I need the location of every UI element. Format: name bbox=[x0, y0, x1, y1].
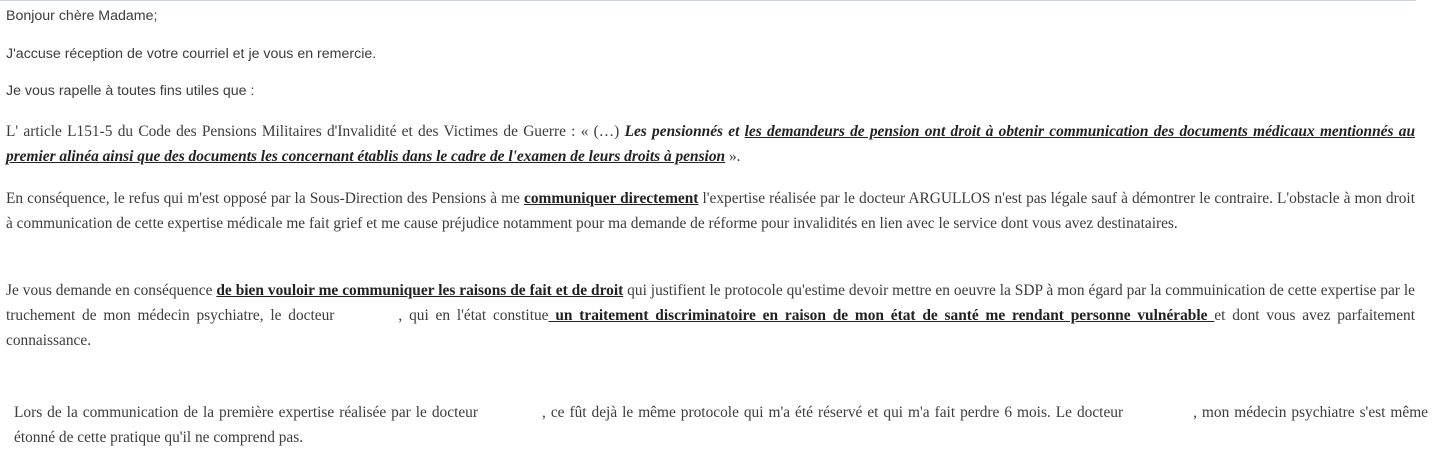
consequence-text-1: En conséquence, le refus qui m'est opposé par la Sous-Direction des Pensions à me bbox=[6, 190, 524, 207]
first-expertise-text-2: , ce fût dejà le même protocole qui m'a été réservé et qui m'a fait perdre 6 mois. Le docteur bbox=[542, 404, 1124, 421]
top-divider bbox=[0, 0, 1416, 1]
first-expertise-text-1: Lors de la communication de la première expertise réalisée par le docteur bbox=[14, 404, 479, 421]
request-text-1: Je vous demande en conséquence bbox=[6, 282, 217, 299]
consequence-paragraph bbox=[6, 186, 1415, 236]
article-paragraph bbox=[6, 119, 1415, 169]
request-emphasis-1: de bien vouloir me communiquer les raisons de fait et de droit bbox=[216, 282, 624, 299]
reminder: Je vous rapelle à toutes fins utiles que : bbox=[6, 83, 255, 99]
greeting: Bonjour chère Madame; bbox=[6, 8, 158, 24]
article-quote-bold: Les pensionnés et bbox=[624, 123, 745, 140]
article-quote-underlined: les demandeurs de pension ont droit à obtenir communication des documents médicaux mentionnés au premier alinéa ainsi que des documents les concernant établis dans le cadre de l'examen de leurs droits à pension bbox=[6, 123, 1416, 165]
first-expertise-text-3: , mon médecin psychiatre s'est même étonné de cette pratique qu'il ne comprend pas. bbox=[14, 404, 1428, 446]
consequence-text-2: l'expertise réalisée par le docteur ARGULLOS n'est pas légale sauf à démontrer le contraire. L'obstacle à mon droit à communication de cette expertise médicale me fait grief et me cause préjudice notamment pour ma demande de réforme pour invalidités en lien avec le service dont vous avez destinataires. bbox=[6, 190, 1415, 232]
first-expertise-paragraph bbox=[14, 400, 1428, 450]
request-text-4: et dont vous avez parfaitement connaissance. bbox=[6, 307, 1415, 349]
request-text-3: , qui en l'état constitue bbox=[398, 307, 549, 324]
request-text-2: qui justifient le protocole qu'estime devoir mettre en oeuvre la SDP à mon égard par la commuinication de cette expertise par le truchement de mon médecin psychiatre, le docteur bbox=[6, 282, 1415, 324]
article-intro: L' article L151-5 du Code des Pensions Militaires d'Invalidité et des Victimes de Guerre : « (…) bbox=[6, 123, 625, 140]
acknowledgement: J'accuse réception de votre courriel et je vous en remercie. bbox=[6, 46, 377, 62]
request-paragraph bbox=[6, 278, 1415, 353]
consequence-emphasis: communiquer directement bbox=[523, 190, 699, 207]
article-closing: ». bbox=[725, 148, 741, 165]
request-emphasis-2: un traitement discriminatoire en raison de mon état de santé me rendant personne vulnérable bbox=[548, 307, 1215, 324]
